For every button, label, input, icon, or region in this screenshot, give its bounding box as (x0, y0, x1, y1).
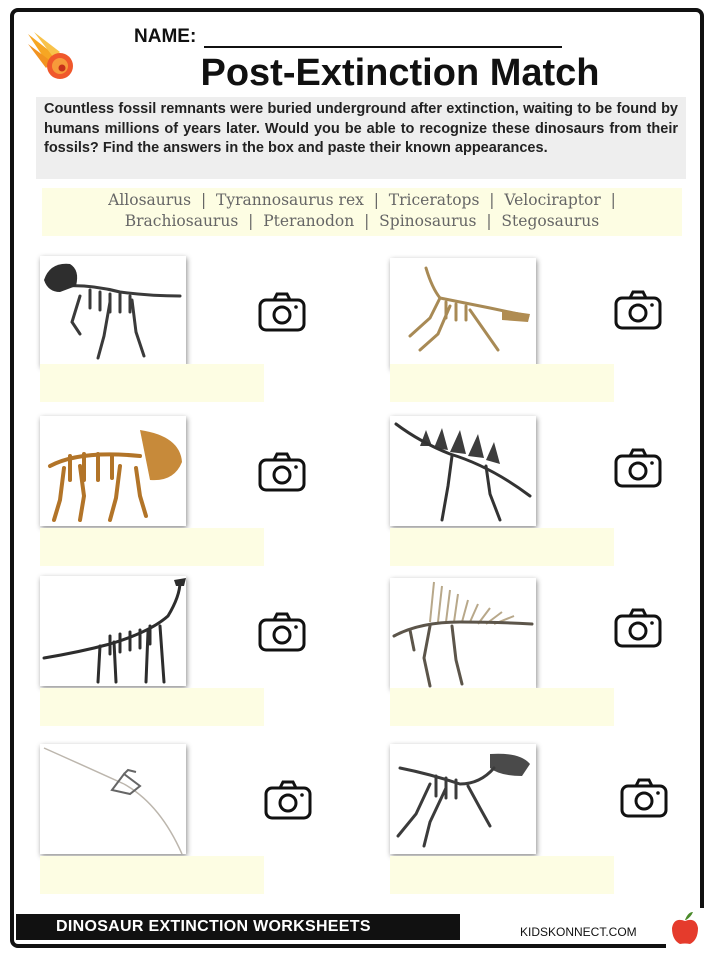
word-bank (42, 188, 682, 236)
answer-box-2[interactable] (390, 364, 614, 402)
camera-icon[interactable] (614, 290, 662, 330)
fossil-photo-5 (40, 576, 186, 686)
meteor-icon (26, 30, 78, 82)
word-bank-line-2: Brachiosaurus | Pteranodon | Spinosaurus | Stegosaurus (124, 212, 600, 230)
fossil-photo-8 (390, 744, 536, 854)
instructions: Countless fossil remnants were buried underground after extinction, waiting to be found by humans millions of years later. Would you be able to recognize these dinosaurs from their fossils? Find the answers in the box and paste their known appearances. (36, 97, 686, 179)
fossil-photo-1 (40, 256, 186, 366)
fossil-photo-4 (390, 416, 536, 526)
camera-icon[interactable] (614, 608, 662, 648)
page-title: Post-Extinction Match (200, 52, 600, 94)
answer-box-8[interactable] (390, 856, 614, 894)
apple-logo (666, 908, 704, 948)
camera-icon[interactable] (264, 780, 312, 820)
answer-box-5[interactable] (40, 688, 264, 726)
series-banner: DINOSAUR EXTINCTION WORKSHEETS (16, 914, 460, 940)
answer-box-7[interactable] (40, 856, 264, 894)
camera-icon[interactable] (258, 612, 306, 652)
answer-box-4[interactable] (390, 528, 614, 566)
camera-icon[interactable] (620, 778, 668, 818)
name-label: NAME: (134, 26, 197, 47)
fossil-photo-3 (40, 416, 186, 526)
name-input-line[interactable] (204, 46, 562, 48)
answer-box-6[interactable] (390, 688, 614, 726)
answer-box-1[interactable] (40, 364, 264, 402)
site-label: KIDSKONNECT.COM (520, 925, 637, 939)
answer-box-3[interactable] (40, 528, 264, 566)
camera-icon[interactable] (258, 452, 306, 492)
camera-icon[interactable] (258, 292, 306, 332)
camera-icon[interactable] (614, 448, 662, 488)
word-bank-line-1: Allosaurus | Tyrannosaurus rex | Triceratops | Velociraptor | (108, 191, 616, 209)
fossil-photo-6 (390, 578, 536, 688)
fossil-photo-7 (40, 744, 186, 854)
fossil-photo-2 (390, 258, 536, 368)
